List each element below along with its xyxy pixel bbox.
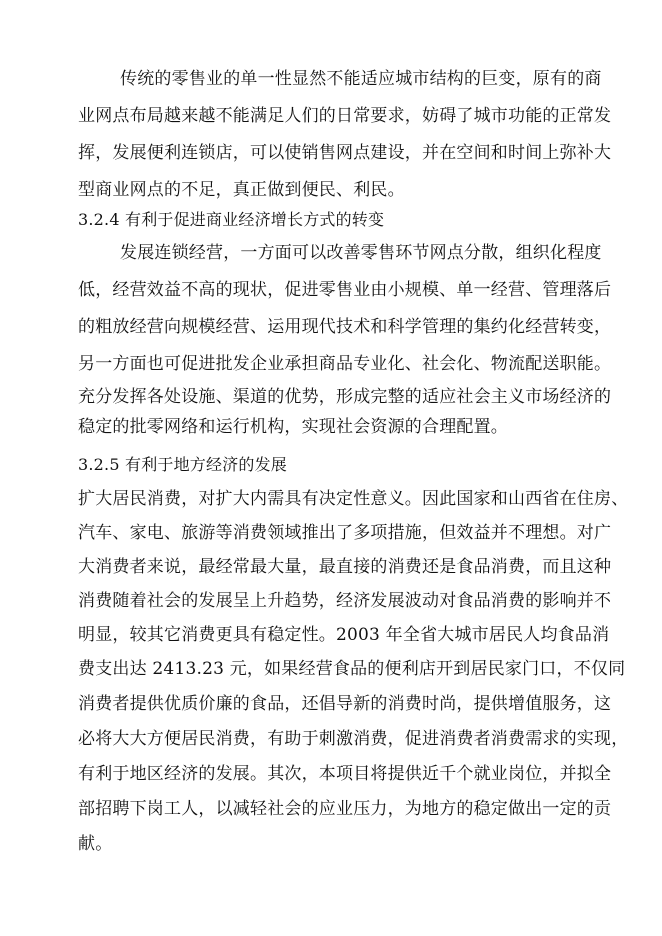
section-heading-3-2-5: 3.2.5 有利于地方经济的发展 [78,455,287,474]
paragraph-3-line-2: 汽车、家电、旅游等消费领域推出了多项措施，但效益并不理想。对广 [78,523,612,543]
paragraph-2-line-5: 充分发挥各处设施、渠道的优势，形成完整的适应社会主义市场经济的 [78,387,612,407]
paragraph-1-line-3: 挥，发展便利连锁店，可以使销售网点建设，并在空间和时间上弥补大 [78,143,612,163]
paragraph-3-line-8: 必将大大方便居民消费，有助于刺激消费，促进消费者消费需求的实现， [78,729,629,749]
paragraph-3-line-11: 献。 [78,834,113,854]
paragraph-2-line-6: 稳定的批零网络和运行机构，实现社会资源的合理配置。 [78,417,508,437]
paragraph-2-line-4: 另一方面也可促进批发企业承担商品专业化、社会化、物流配送职能。 [78,354,612,374]
paragraph-1-line-4: 型商业网点的不足，真正做到便民、利民。 [78,180,405,200]
paragraph-1-line-1: 传统的零售业的单一性显然不能适应城市结构的巨变，原有的商 [120,69,602,89]
paragraph-1-line-2: 业网点布局越来越不能满足人们的日常要求，妨碍了城市功能的正常发 [78,106,612,126]
paragraph-3-line-4: 消费随着社会的发展呈上升趋势，经济发展波动对食品消费的影响并不 [78,591,612,611]
paragraph-3-line-3: 大消费者来说，最经常最大量，最直接的消费还是食品消费，而且这种 [78,557,612,577]
section-heading-3-2-4: 3.2.4 有利于促进商业经济增长方式的转变 [78,210,385,229]
paragraph-2-line-1: 发展连锁经营，一方面可以改善零售环节网点分散，组织化程度 [120,243,602,263]
paragraph-2-line-3: 的粗放经营向规模经营、运用现代技术和科学管理的集约化经营转变， [78,317,612,337]
paragraph-3-line-10: 部招聘下岗工人，以减轻社会的应业压力，为地方的稳定做出一定的贡 [78,799,612,819]
paragraph-3-line-7: 消费者提供优质价廉的食品，还倡导新的消费时尚，提供增值服务，这 [78,694,612,714]
paragraph-3-line-6: 费支出达 2413.23 元，如果经营食品的便利店开到居民家门口，不仅同 [78,659,626,679]
paragraph-3-line-9: 有利于地区经济的发展。其次，本项目将提供近千个就业岗位，并拟全 [78,764,612,784]
paragraph-3-line-5: 明显，较其它消费更具有稳定性。2003 年全省大城市居民人均食品消 [78,625,610,645]
paragraph-2-line-2: 低，经营效益不高的现状，促进零售业由小规模、单一经营、管理落后 [78,280,612,300]
paragraph-3-line-1: 扩大居民消费，对扩大内需具有决定性意义。因此国家和山西省在住房、 [78,489,629,509]
